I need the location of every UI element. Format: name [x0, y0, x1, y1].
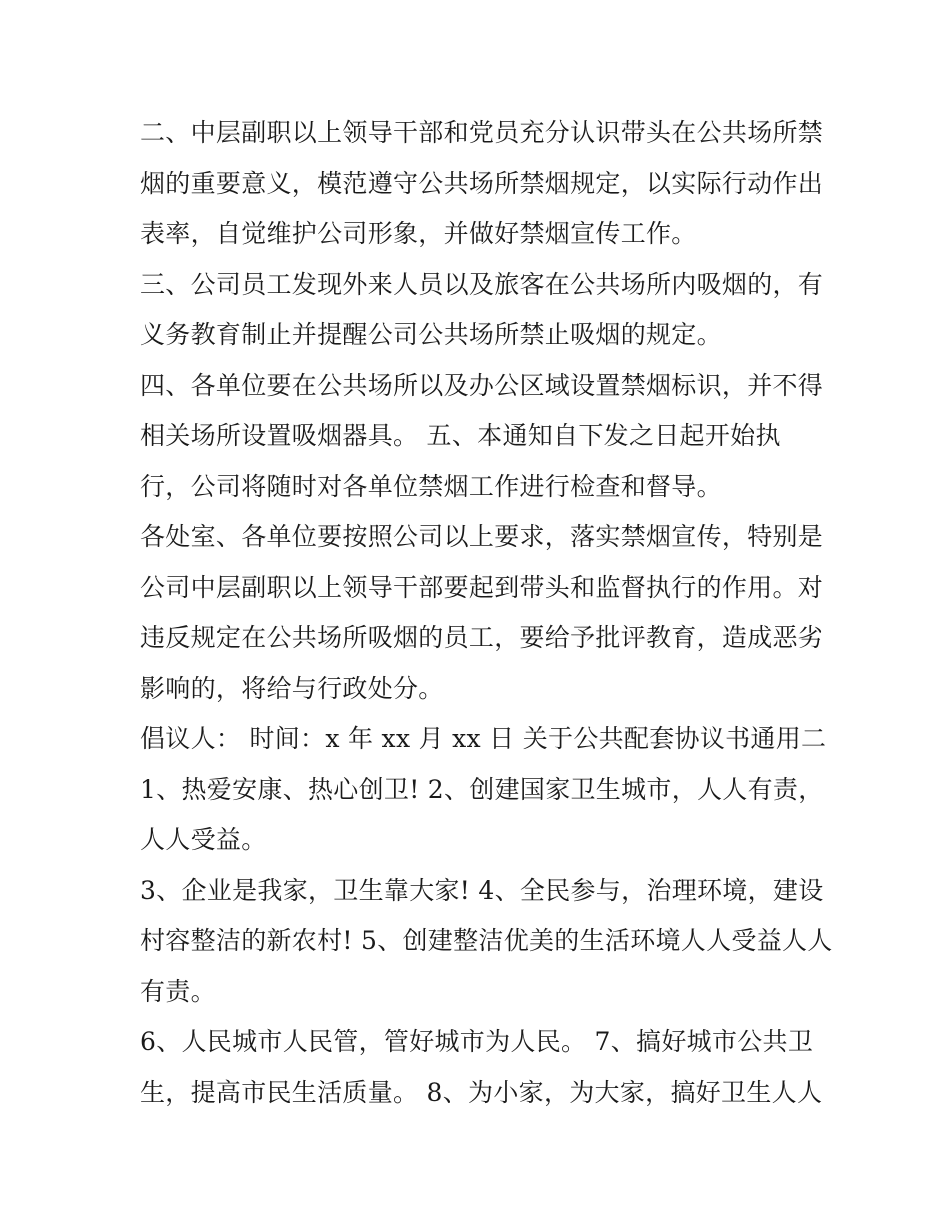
text-line: 有责。: [140, 976, 216, 1006]
text-line: 人人受益。: [140, 825, 267, 854]
text-line: 倡议人： 时间：x 年 xx 月 xx 日 关于公共配套协议书通用二: [140, 724, 827, 753]
text-line: 各处室、各单位要按照公司以上要求，落实禁烟宣传，特别是: [140, 522, 824, 551]
text-line: 四、各单位要在公共场所以及办公区域设置禁烟标识，并不得: [140, 370, 824, 400]
text-line: 烟的重要意义，模范遵守公共场所禁烟规定，以实际行动作出: [140, 168, 824, 198]
text-line: 3、企业是我家，卫生靠大家! 4、全民参与，治理环境，建设: [140, 875, 824, 905]
text-line: 行，公司将随时对各单位禁烟工作进行检查和督导。: [140, 471, 722, 501]
text-line: 公司中层副职以上领导干部要起到带头和监督执行的作用。对: [140, 572, 824, 602]
text-line: 生，提高市民生活质量。 8、为小家，为大家，搞好卫生人人: [140, 1077, 823, 1107]
text-line: 表率，自觉维护公司形象，并做好禁烟宣传工作。: [140, 219, 697, 248]
text-line: 三、公司员工发现外来人员以及旅客在公共场所内吸烟的，有: [140, 269, 824, 299]
document-body: [140, 108, 833, 1118]
text-line: 1、热爱安康、热心创卫! 2、创建国家卫生城市，人人有责，: [140, 774, 824, 804]
text-line: 影响的，将给与行政处分。: [140, 673, 444, 703]
text-line: 村容整洁的新农村! 5、创建整洁优美的生活环境人人受益人人: [140, 926, 833, 955]
text-line: 相关场所设置吸烟器具。 五、本通知自下发之日起开始执: [140, 421, 781, 450]
text-line: 6、人民城市人民管，管好城市为人民。 7、搞好城市公共卫: [140, 1027, 814, 1056]
text-line: 二、中层副职以上领导干部和党员充分认识带头在公共场所禁: [140, 118, 824, 147]
text-line: 义务教育制止并提醒公司公共场所禁止吸烟的规定。: [140, 320, 722, 349]
text-line: 违反规定在公共场所吸烟的员工，要给予批评教育，造成恶劣: [140, 623, 824, 652]
